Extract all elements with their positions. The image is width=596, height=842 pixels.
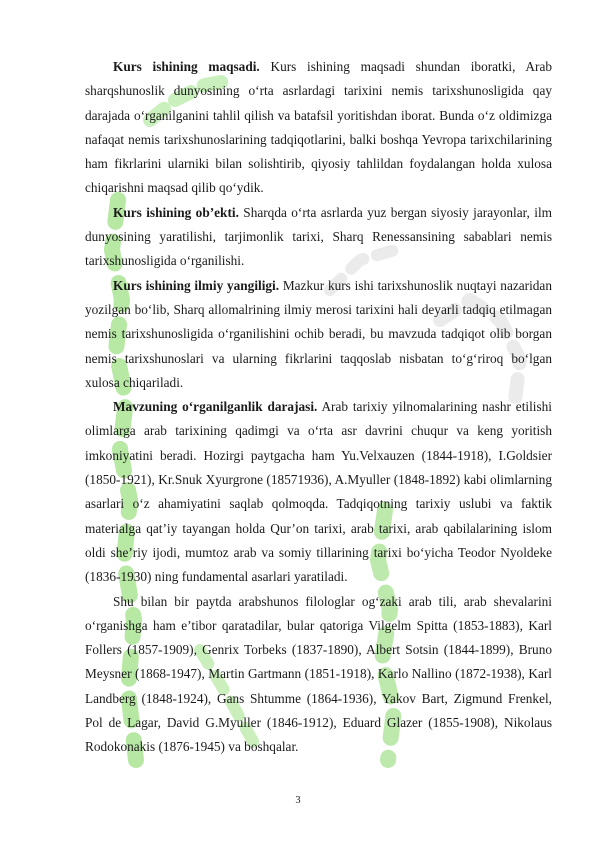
paragraph-study-level bbox=[85, 395, 552, 589]
document-body bbox=[85, 55, 552, 760]
paragraph-philologists bbox=[85, 590, 552, 760]
paragraph-text: Mazkur kurs ishi tarixshunoslik nuqtayi nazaridan yozilgan bo‘lib, Sharq allomalrining ilmiy merosi tarixini hali deyarli tadqiq etilmagan nemis tarixshunosligida o‘rganilishini ochib beradi, bu mavzuda tadqiqot olib borgan nemis tarixshunoslari va ularning fikrlarini taqqoslab nisbatan to‘g‘riroq bo‘lgan xulosa chiqariladi. bbox=[85, 277, 552, 390]
page-number: 3 bbox=[295, 795, 301, 806]
paragraph-heading: Kurs ishining ilmiy yangiligi. bbox=[113, 277, 280, 293]
paragraph-object bbox=[85, 201, 552, 274]
paragraph-heading: Mavzuning o‘rganilganlik darajasi. bbox=[113, 399, 318, 415]
paragraph-text: Shu bilan bir paytda arabshunos filologlar og‘zaki arab tili, arab shevalarini o‘rganishga ham e’tibor qaratadilar, bular qatoriga Vilgelm Spitta (1853-1883), Karl Follers (1857-1909), Genrix Torbeks (1837-1890), Albert Sotsin (1844-1899), Bruno Meysner (1868-1947), Martin Gartmann (1851-1918), Karlo Nallino (1872-1938), Karl Landberg (1848-1924), Gans Shtumme (1864-1936), Yakov Bart, Zigmund Frenkel, Pol de Lagar, David G.Myuller (1846-1912), Eduard Glazer (1855-1908), Nikolaus Rodokonakis (1876-1945) va boshqalar. bbox=[85, 593, 552, 755]
paragraph-novelty bbox=[85, 274, 552, 395]
paragraph-text: Arab tarixiy yilnomalarining nashr etilishi olimlarga arab tarixining qadimgi va o‘rta asr davrini chuqur va keng yoritish imkoniyatini beradi. Hozirgi paytgacha ham Yu.Velxauzen (1844-1918), I.Goldsier (1850-1921), Kr.Snuk Xyurgrone (18571936), A.Myuller (1848-1892) kabi olimlarning asarlari o‘z ahamiyatini saqlab qolmoqda. Tadqiqotning tarixiy uslubi va faktik materialga qat’iy tayangan holda Qur’on tarixi, arab tarixi, arab qabilalarining islom oldi she’riy ijodi, mumtoz arab va somiy tillarining tarixi bo‘yicha Teodor Nyoldeke (1836-1930) ning fundamental asarlari yaratiladi. bbox=[85, 399, 552, 585]
paragraph-text: Kurs ishining maqsadi shundan iboratki, Arab sharqshunoslik dunyosining o‘rta asrlardagi tarixini nemis tarixshunosligida qay darajada o‘rganilganini tahlil qilish va batafsil yoritishdan iborat. Bunda o‘z oldimizga nafaqat nemis tarixshunoslarining tadqiqotlarini, balki boshqa Yevropa tarixchilarining ham fikrlarini ularniki bilan solishtirib, qiyosiy tahlildan foydalangan holda xulosa chiqarishni maqsad qilib qo‘ydik. bbox=[85, 59, 552, 196]
paragraph-heading: Kurs ishining ob’ekti. bbox=[113, 204, 239, 220]
paragraph-heading: Kurs ishining maqsadi. bbox=[113, 59, 260, 74]
paragraph-purpose bbox=[85, 55, 552, 201]
paragraph-text: Sharqda o‘rta asrlarda yuz bergan siyosiy jarayonlar, ilm dunyosining yaratilishi, tarjimonlik tarixi, Sharq Renessansining sabablari nemis tarixshunosligida o‘rganilishi. bbox=[85, 204, 552, 269]
